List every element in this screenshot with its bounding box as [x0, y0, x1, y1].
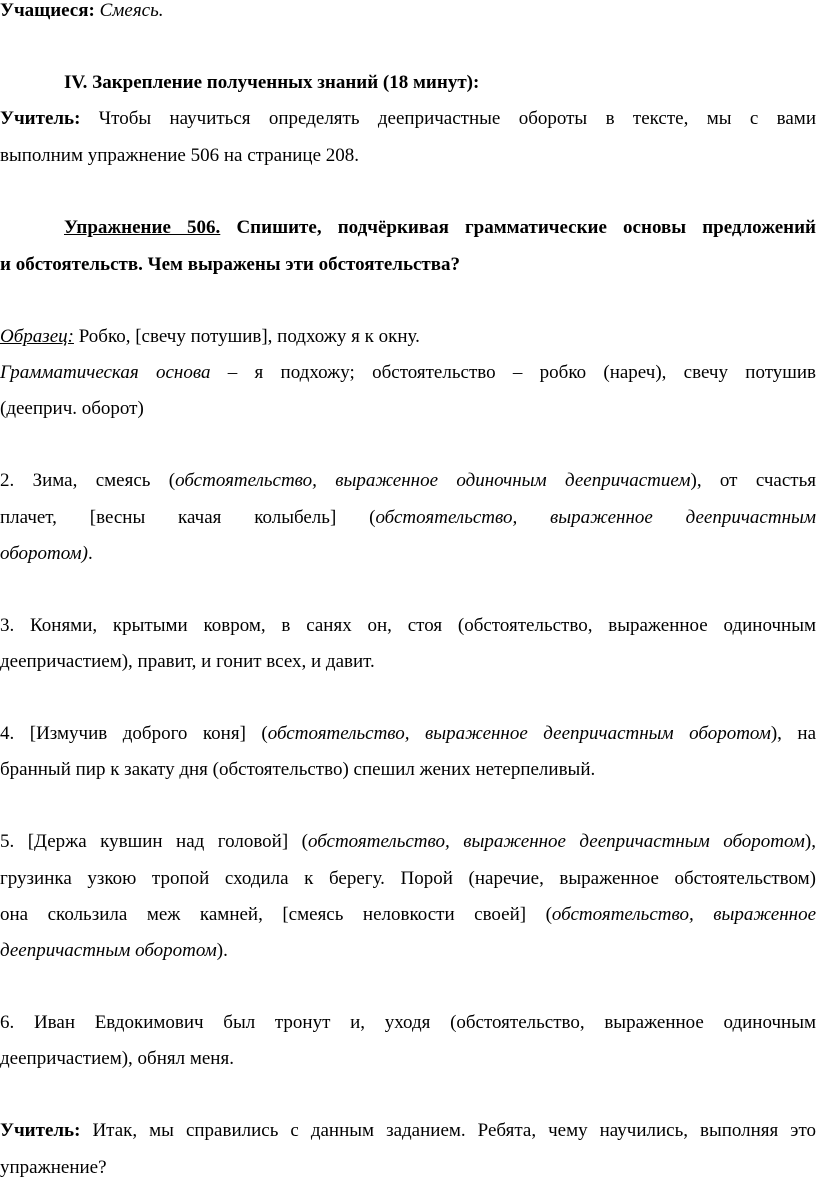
item-6-line-1: 6. Иван Евдокимович был тронут и, уходя (обстоятельство, выраженное одиночным: [0, 1012, 816, 1033]
item-3-line-1: 3. Конями, крытыми ковром, в санях он, стоя (обстоятельство, выраженное одиночным: [0, 615, 816, 636]
item-4-line-2: бранный пир к закату дня (обстоятельство) спешил жених нетерпеливый.: [0, 759, 596, 780]
item-2-text-d: плачет, [весны качая колыбель] (: [0, 507, 376, 528]
section-heading: IV. Закрепление полученных знаний (18 минут):: [64, 72, 480, 93]
item-5-text-d: она скользила меж камней, [смеясь неловкости своей] (: [0, 904, 552, 925]
item-5-text-g: ).: [216, 940, 228, 961]
students-line: [0, 0, 816, 22]
teacher-closing-label: Учитель:: [0, 1120, 81, 1141]
item-5-line-4: [0, 940, 816, 962]
exercise-instruction-2: и обстоятельств. Чем выражены эти обстоятельства?: [0, 254, 461, 275]
item-5-line-3: [0, 904, 816, 926]
sample-label: Образец:: [0, 326, 74, 347]
grammar-basis-label: Грамматическая основа: [0, 362, 211, 383]
item-4-text-a: 4. [Измучив доброго коня] (: [0, 723, 268, 744]
students-text: Смеясь.: [99, 0, 164, 21]
item-2-line-1: [0, 470, 816, 492]
grammar-basis-line-1: [0, 362, 816, 384]
sample-text: Робко, [свечу потушив], подхожу я к окну.: [78, 326, 420, 347]
item-2-line-2: [0, 507, 816, 529]
item-4-text-b: обстоятельство, выраженное деепричастным оборотом: [267, 723, 771, 744]
item-5-text-b: обстоятельство, выраженное деепричастным оборотом: [307, 831, 805, 852]
exercise-heading-line-1: [64, 217, 816, 239]
teacher-closing-line-2: упражнение?: [0, 1157, 107, 1178]
teacher-closing-line-1: [0, 1120, 816, 1142]
item-4-text-c: ), на: [770, 723, 816, 744]
item-3-line-2: деепричастием), правит, и гонит всех, и давит.: [0, 651, 375, 672]
item-2-text-a: 2. Зима, смеясь (: [0, 470, 176, 491]
teacher-closing-text-1: Итак, мы справились с данным заданием. Ребята, чему научились, выполняя это: [92, 1120, 816, 1141]
item-5-text-a: 5. [Держа кувшин над головой] (: [0, 831, 308, 852]
exercise-instruction-1: Спишите, подчёркивая грамматические основы предложений: [236, 217, 816, 238]
item-2-text-g: .: [88, 543, 93, 564]
item-2-text-e: обстоятельство, выраженное деепричастным: [375, 507, 816, 528]
item-2-text-c: ), от счастья: [690, 470, 816, 491]
sample-line: [0, 326, 816, 348]
item-5-line-1: [0, 831, 816, 853]
teacher-label: Учитель:: [0, 108, 81, 129]
item-5-text-f: деепричастным оборотом: [0, 940, 217, 961]
item-2-line-3: [0, 543, 816, 565]
students-label: Учащиеся:: [0, 0, 95, 21]
grammar-basis-line-2: (дееприч. оборот): [0, 398, 144, 419]
item-4-line-1: [0, 723, 816, 745]
item-2-text-f: оборотом): [0, 543, 89, 564]
exercise-title: Упражнение 506.: [64, 217, 221, 238]
teacher-paragraph-line-2: выполним упражнение 506 на странице 208.: [0, 145, 360, 166]
item-5-line-2: грузинка узкою тропой сходила к берегу. Порой (наречие, выраженное обстоятельством): [0, 868, 816, 889]
item-2-text-b: обстоятельство, выраженное одиночным деепричастием: [175, 470, 691, 491]
grammar-basis-text: – я подхожу; обстоятельство – робко (нареч), свечу потушив: [227, 362, 816, 383]
teacher-paragraph-line-1: [0, 108, 816, 130]
item-6-line-2: деепричастием), обнял меня.: [0, 1048, 234, 1069]
teacher-text-1: Чтобы научиться определять деепричастные обороты в тексте, мы с вами: [98, 108, 816, 129]
item-5-text-e: обстоятельство, выраженное: [551, 904, 816, 925]
item-5-text-c: ),: [804, 831, 816, 852]
